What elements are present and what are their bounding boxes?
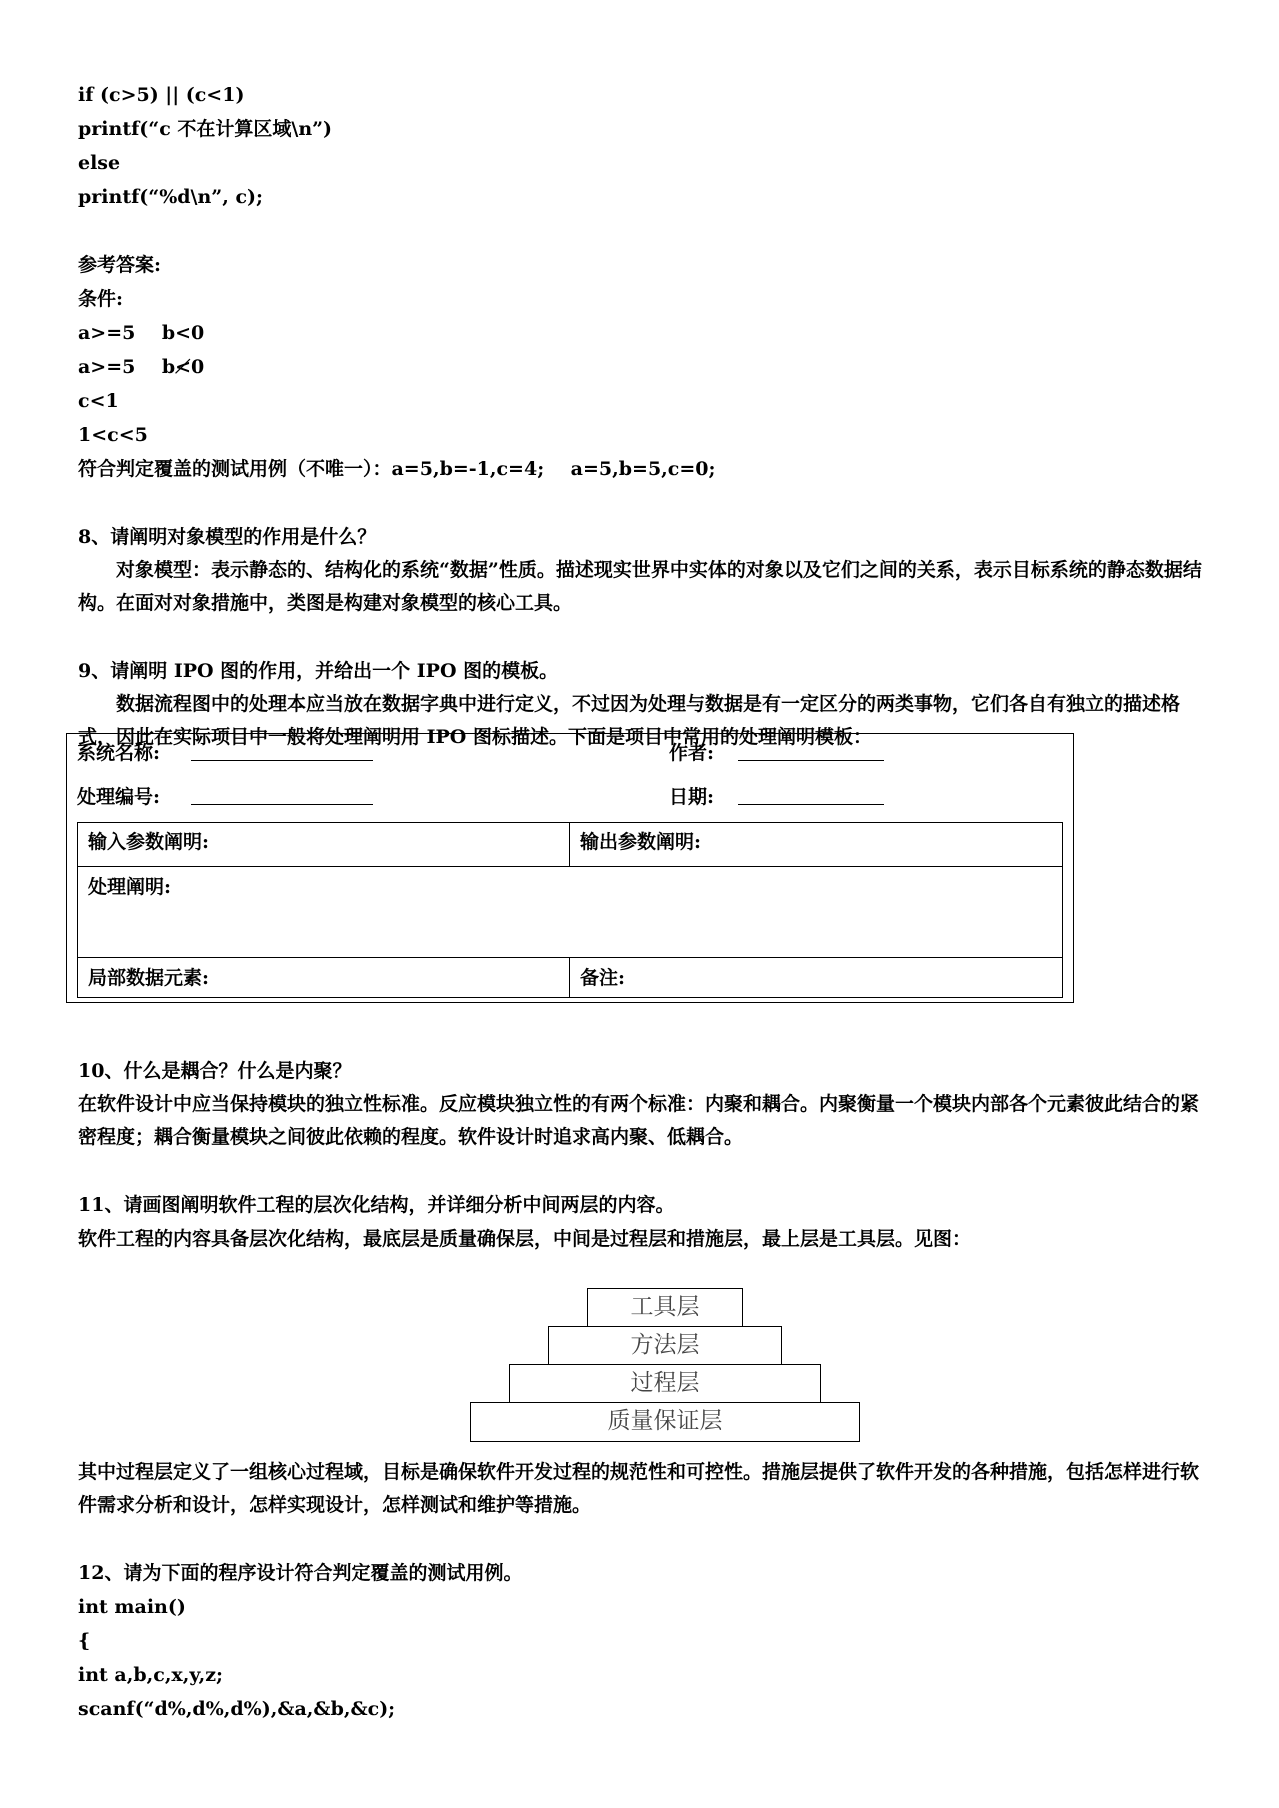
question-11-body: 其中过程层定义了一组核心过程域，目标是确保软件开发过程的规范性和可控性。措施层提供了软件开发的各种措施，包括怎样进行软件需求分析和设计，怎样实现设计，怎样测试和维护等措施。: [78, 1461, 1200, 1516]
system-name-label: 系统名称:: [77, 742, 161, 764]
author-label: 作者:: [669, 742, 715, 764]
test-cases: 符合判定覆盖的测试用例（不唯一）：a=5,b=-1,c=4; a=5,b=5,c=0;: [78, 458, 716, 480]
input-params-label: 输入参数阐明:: [88, 831, 210, 853]
date-label: 日期:: [669, 786, 715, 808]
ipo-template: [66, 733, 1074, 1003]
question-8-body: 对象模型：表示静态的、结构化的系统“数据”性质。描述现实世界中实体的对象以及它们之间的关系，表示目标系统的静态数据结构。在面对对象措施中，类图是构建对象模型的核心工具。: [78, 559, 1202, 614]
code-line: printf(“%d\n”, c);: [78, 186, 264, 208]
document-page-lower: [78, 1054, 1213, 1256]
question-9-body: 数据流程图中的处理本应当放在数据字典中进行定义，不过因为处理与数据是有一定区分的两类事物，它们各自有独立的描述格式，因此在实际项目中一般将处理阐明用 IPO 图标描述。下面是项目中常用的处理阐明模板：: [78, 693, 1181, 748]
question-8-title: 8、请阐明对象模型的作用是什么？: [78, 526, 377, 548]
question-11-intro: 软件工程的内容具备层次化结构，最底层是质量确保层，中间是过程层和措施层，最上层是工具层。见图：: [78, 1228, 972, 1250]
condition-line: a>=5 b≮0: [78, 356, 205, 378]
code-line: int main(): [78, 1596, 186, 1618]
output-params-label: 输出参数阐明:: [580, 831, 702, 853]
question-10-body: 在软件设计中应当保持模块的独立性标准。反应模块独立性的有两个标准：内聚和耦合。内聚衡量一个模块内部各个元素彼此结合的紧密程度；耦合衡量模块之间彼此依赖的程度。软件设计时追求高内聚、低耦合。: [78, 1093, 1200, 1148]
local-data-label: 局部数据元素:: [88, 967, 210, 989]
question-10-title: 10、什么是耦合？什么是内聚？: [78, 1060, 352, 1082]
code-line: printf(“c 不在计算区域\n”): [78, 118, 333, 140]
question-12-title: 12、请为下面的程序设计符合判定覆盖的测试用例。: [78, 1562, 523, 1584]
code-line: {: [78, 1630, 91, 1652]
layer-process: 过程层: [509, 1364, 821, 1404]
author-blank: [738, 760, 884, 761]
notes-label: 备注:: [580, 967, 626, 989]
process-id-label: 处理编号:: [77, 786, 161, 808]
process-desc-label: 处理阐明:: [88, 876, 172, 898]
document-page-bottom: [78, 1456, 1213, 1726]
layer-tools: 工具层: [587, 1288, 743, 1328]
answer-title: 参考答案:: [78, 254, 162, 276]
code-line: scanf(“d%,d%,d%),&a,&b,&c);: [78, 1698, 396, 1720]
condition-line: a>=5 b<0: [78, 322, 205, 344]
document-page: [78, 78, 1213, 754]
code-line: if (c>5) || (c<1): [78, 84, 245, 106]
code-line: else: [78, 152, 121, 174]
ipo-grid: [77, 822, 1063, 998]
layer-quality: 质量保证层: [470, 1402, 860, 1442]
layer-methods: 方法层: [548, 1326, 782, 1366]
condition-line: c<1: [78, 390, 119, 412]
condition-line: 1<c<5: [78, 424, 148, 446]
code-line: int a,b,c,x,y,z;: [78, 1664, 224, 1686]
question-9-title: 9、请阐明 IPO 图的作用，并给出一个 IPO 图的模板。: [78, 660, 559, 682]
condition-label: 条件:: [78, 288, 124, 310]
question-11-title: 11、请画图阐明软件工程的层次化结构，并详细分析中间两层的内容。: [78, 1194, 675, 1216]
system-name-blank: [191, 760, 373, 761]
process-id-blank: [191, 804, 373, 805]
date-blank: [738, 804, 884, 805]
